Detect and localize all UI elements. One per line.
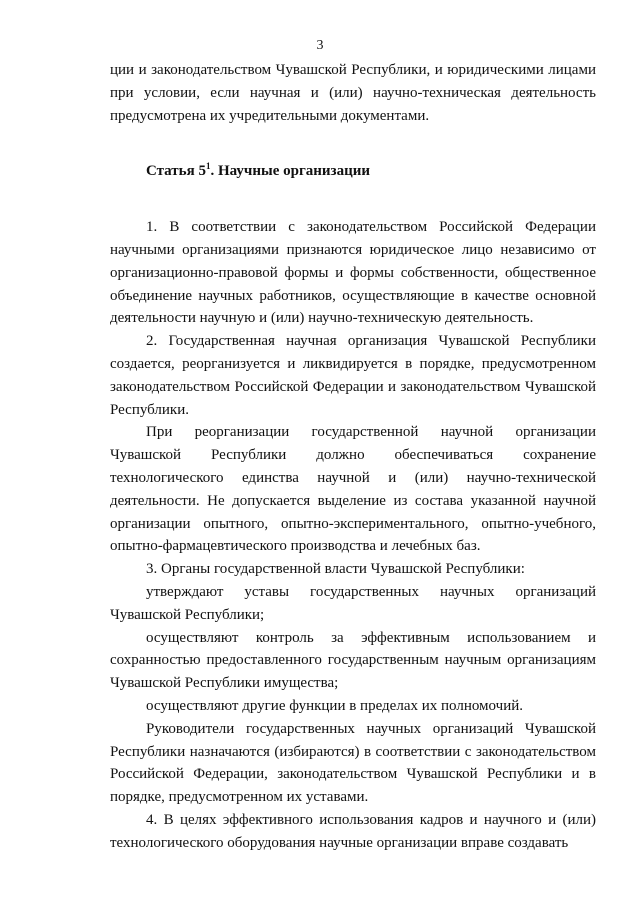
document-body <box>110 59 596 855</box>
paragraph-8: Руководители государственных научных организаций Чувашской Республики назначаются (избираются) в соответствии с законодательством Российской Федерации, законодательством Чувашской Республики и в порядке, предусмотренном их уставами. <box>110 720 596 806</box>
paragraph-3: При реорганизации государственной научной организации Чувашской Республики должно обеспечиваться сохранение технологического единства научной и (или) научно-технической деятельности. Не допускается выделение из состава указанной научной организации опытного, опытно-экспериментального, опытно-учебного, опытно-фармацевтического производства и лечебных баз. <box>110 424 596 555</box>
page-number: 3 <box>316 38 324 53</box>
paragraph-9: 4. В целях эффективного использования кадров и научного и (или) технологического оборудования научные организации вправе создавать <box>110 811 596 851</box>
article-heading-title: . Научные организации <box>210 163 370 180</box>
paragraph-5: утверждают уставы государственных научных организаций Чувашской Республики; <box>110 583 596 623</box>
article-heading-prefix: Статья 5 <box>146 163 206 180</box>
article-heading-superscript: 1 <box>205 161 211 172</box>
paragraph-1: 1. В соответствии с законодательством Российской Федерации научными организациями признаются юридическое лицо независимо от организационно-правовой формы и формы собственности, общественное объединение научных работников, осуществляющие в качестве основной деятельности научную и (или) научно-техническую деятельность. <box>110 219 596 327</box>
paragraph-2: 2. Государственная научная организация Чувашской Республики создается, реорганизуется и ликвидируется в порядке, предусмотренном законодательством Российской Федерации и законодательством Чувашской Республики. <box>110 333 596 418</box>
paragraph-4: 3. Органы государственной власти Чувашской Республики: <box>146 561 525 578</box>
paragraph-continuation: ции и законодательством Чувашской Республики, и юридическими лицами при условии, если научная и (или) научно-техническая деятельность предусмотрена их учредительными документами. <box>110 62 596 124</box>
paragraph-7: осуществляют другие функции в пределах их полномочий. <box>146 697 524 714</box>
paragraph-6: осуществляют контроль за эффективным использованием и сохранностью предоставленного государственным научным организациям Чувашской Республики имущества; <box>110 629 596 692</box>
article-heading <box>146 160 596 183</box>
